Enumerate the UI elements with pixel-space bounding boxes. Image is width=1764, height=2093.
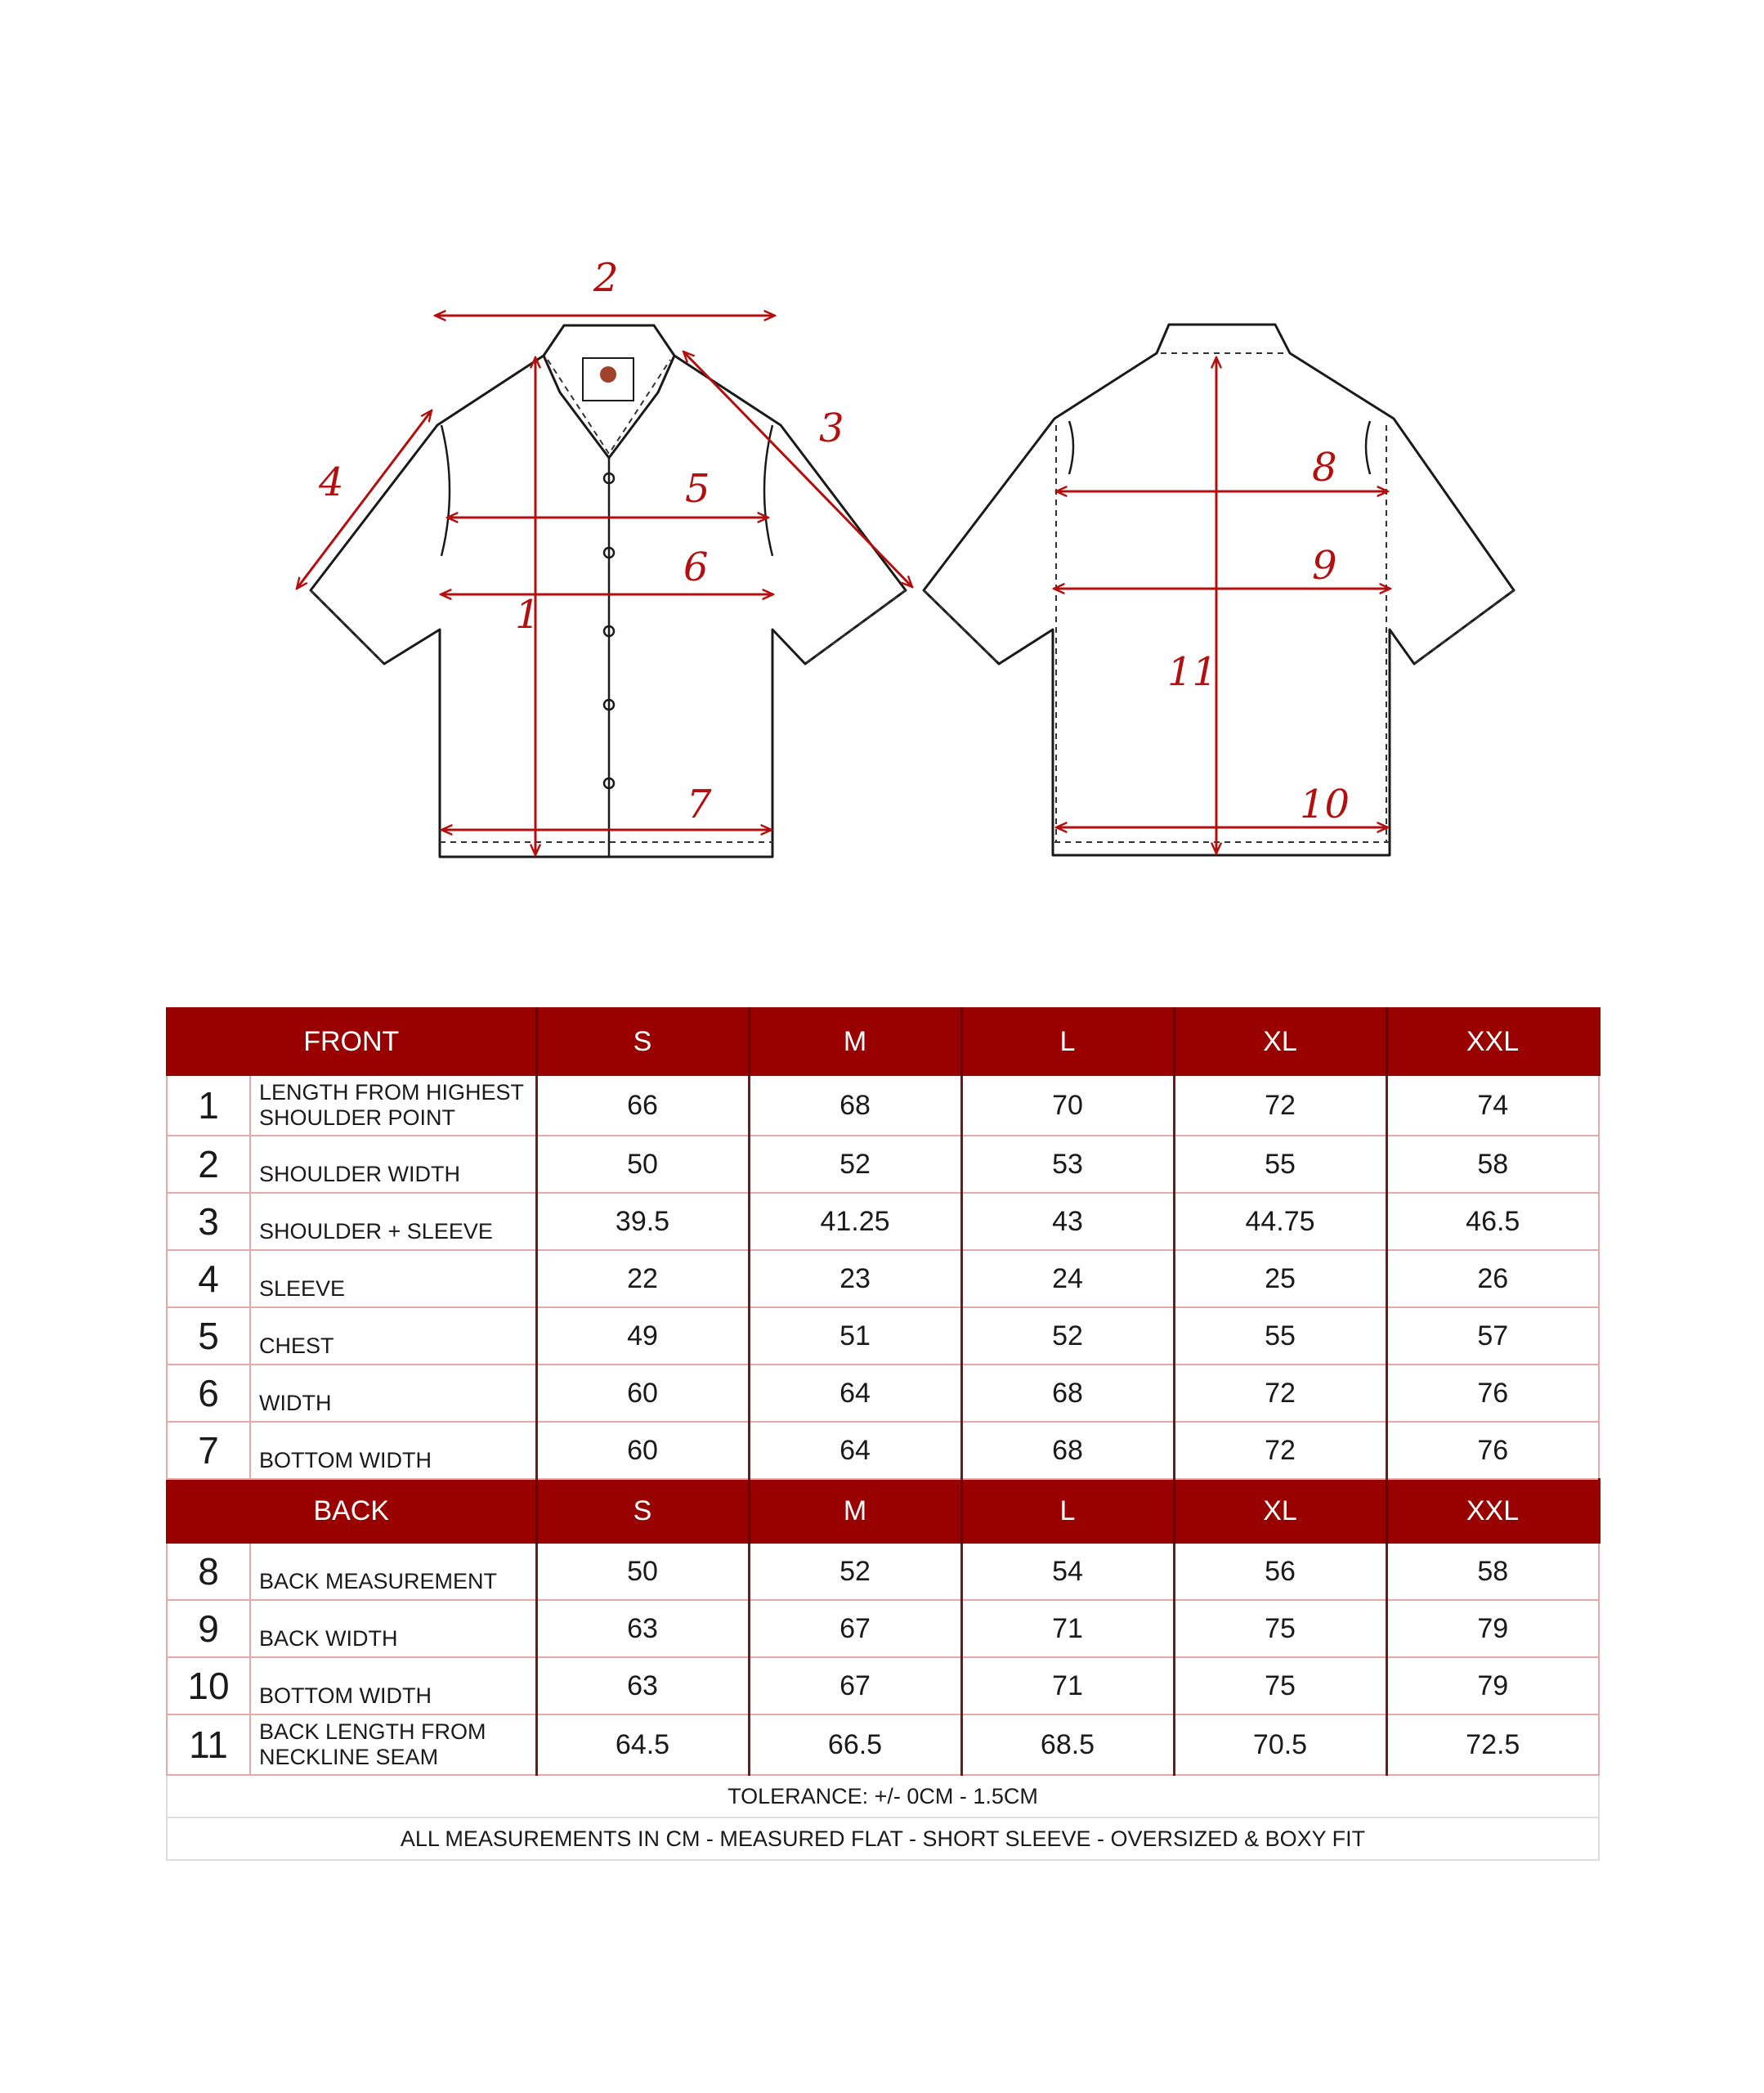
size-value-cell: 76 [1386,1422,1599,1479]
marker-2: 2 [593,255,619,301]
size-value-cell: 64.5 [536,1714,749,1775]
back-section-title: BACK [167,1479,536,1543]
size-chart-table [166,1007,1601,1861]
table-row [167,1075,1599,1136]
size-value-cell: 52 [961,1307,1174,1365]
size-value-cell: 51 [749,1307,961,1365]
row-label: SHOULDER + SLEEVE [250,1193,536,1250]
size-value-cell: 75 [1174,1600,1386,1657]
size-value-cell: 68 [961,1422,1174,1479]
table-row [167,1193,1599,1250]
size-value-cell: 76 [1386,1365,1599,1422]
back-shirt-drawing [924,325,1514,855]
size-value-cell: 67 [749,1657,961,1714]
size-value-cell: 64 [749,1365,961,1422]
size-value-cell: 72.5 [1386,1714,1599,1775]
measurement-footnote: ALL MEASUREMENTS IN CM - MEASURED FLAT - SHORT SLEEVE - OVERSIZED & BOXY FIT [167,1817,1599,1860]
row-number: 11 [167,1714,250,1775]
size-value-cell: 79 [1386,1600,1599,1657]
size-value-cell: 43 [961,1193,1174,1250]
size-value-cell: 63 [536,1657,749,1714]
size-value-cell: 57 [1386,1307,1599,1365]
row-number: 3 [167,1193,250,1250]
table-row [167,1543,1599,1600]
size-header-l: L [961,1008,1174,1075]
size-value-cell: 68 [961,1365,1174,1422]
size-value-cell: 53 [961,1136,1174,1193]
size-header-xl: XL [1174,1008,1386,1075]
table-row [167,1365,1599,1422]
size-value-cell: 70 [961,1075,1174,1136]
size-value-cell: 52 [749,1136,961,1193]
front-section-title: FRONT [167,1008,536,1075]
size-value-cell: 60 [536,1365,749,1422]
size-value-cell: 49 [536,1307,749,1365]
size-value-cell: 23 [749,1250,961,1307]
size-value-cell: 64 [749,1422,961,1479]
marker-6: 6 [683,545,709,590]
row-label: SHOULDER WIDTH [250,1136,536,1193]
front-shirt-drawing [297,255,912,857]
size-value-cell: 72 [1174,1365,1386,1422]
marker-8: 8 [1312,445,1337,491]
row-label: BOTTOM WIDTH [250,1422,536,1479]
size-value-cell: 22 [536,1250,749,1307]
marker-9: 9 [1312,543,1337,589]
size-value-cell: 52 [749,1543,961,1600]
size-value-cell: 54 [961,1543,1174,1600]
size-value-cell: 66.5 [749,1714,961,1775]
size-header-m: M [749,1479,961,1543]
size-value-cell: 41.25 [749,1193,961,1250]
row-label: BACK WIDTH [250,1600,536,1657]
row-number: 5 [167,1307,250,1365]
row-number: 8 [167,1543,250,1600]
table-row [167,1422,1599,1479]
row-label: SLEEVE [250,1250,536,1307]
row-number: 6 [167,1365,250,1422]
size-header-xxl: XXL [1386,1479,1599,1543]
table-row [167,1250,1599,1307]
shirt-measurement-diagram [0,0,1764,916]
row-label: BACK LENGTH FROM NECKLINE SEAM [250,1714,536,1775]
size-value-cell: 79 [1386,1657,1599,1714]
size-header-xxl: XXL [1386,1008,1599,1075]
size-value-cell: 55 [1174,1307,1386,1365]
marker-3: 3 [819,406,844,451]
size-value-cell: 24 [961,1250,1174,1307]
marker-10: 10 [1300,782,1350,827]
size-value-cell: 75 [1174,1657,1386,1714]
size-value-cell: 74 [1386,1075,1599,1136]
size-value-cell: 46.5 [1386,1193,1599,1250]
size-value-cell: 44.75 [1174,1193,1386,1250]
row-label: WIDTH [250,1365,536,1422]
size-value-cell: 58 [1386,1543,1599,1600]
front-header-row [167,1008,1599,1075]
marker-7: 7 [687,782,712,827]
size-value-cell: 70.5 [1174,1714,1386,1775]
size-header-m: M [749,1008,961,1075]
size-value-cell: 72 [1174,1075,1386,1136]
table-row [167,1136,1599,1193]
marker-5: 5 [685,466,710,512]
size-value-cell: 63 [536,1600,749,1657]
size-value-cell: 71 [961,1600,1174,1657]
size-value-cell: 25 [1174,1250,1386,1307]
size-value-cell: 68 [749,1075,961,1136]
row-number: 7 [167,1422,250,1479]
size-value-cell: 56 [1174,1543,1386,1600]
row-label: LENGTH FROM HIGHEST SHOULDER POINT [250,1075,536,1136]
size-header-xl: XL [1174,1479,1386,1543]
size-value-cell: 39.5 [536,1193,749,1250]
size-value-cell: 66 [536,1075,749,1136]
size-value-cell: 55 [1174,1136,1386,1193]
marker-11: 11 [1167,649,1218,695]
table-row [167,1600,1599,1657]
back-header-row [167,1479,1599,1543]
size-value-cell: 50 [536,1136,749,1193]
size-header-s: S [536,1008,749,1075]
row-label: BACK MEASUREMENT [250,1543,536,1600]
row-label: BOTTOM WIDTH [250,1657,536,1714]
row-number: 4 [167,1250,250,1307]
size-header-l: L [961,1479,1174,1543]
size-value-cell: 26 [1386,1250,1599,1307]
row-number: 9 [167,1600,250,1657]
size-value-cell: 60 [536,1422,749,1479]
size-header-s: S [536,1479,749,1543]
size-value-cell: 71 [961,1657,1174,1714]
table-row [167,1714,1599,1775]
row-label: CHEST [250,1307,536,1365]
marker-4: 4 [319,459,344,505]
row-number: 1 [167,1075,250,1136]
size-value-cell: 72 [1174,1422,1386,1479]
table-row [167,1307,1599,1365]
size-value-cell: 68.5 [961,1714,1174,1775]
marker-1: 1 [515,592,540,638]
row-number: 2 [167,1136,250,1193]
size-value-cell: 50 [536,1543,749,1600]
row-number: 10 [167,1657,250,1714]
table-row [167,1657,1599,1714]
size-value-cell: 67 [749,1600,961,1657]
tolerance-note: TOLERANCE: +/- 0CM - 1.5CM [167,1775,1599,1817]
size-value-cell: 58 [1386,1136,1599,1193]
